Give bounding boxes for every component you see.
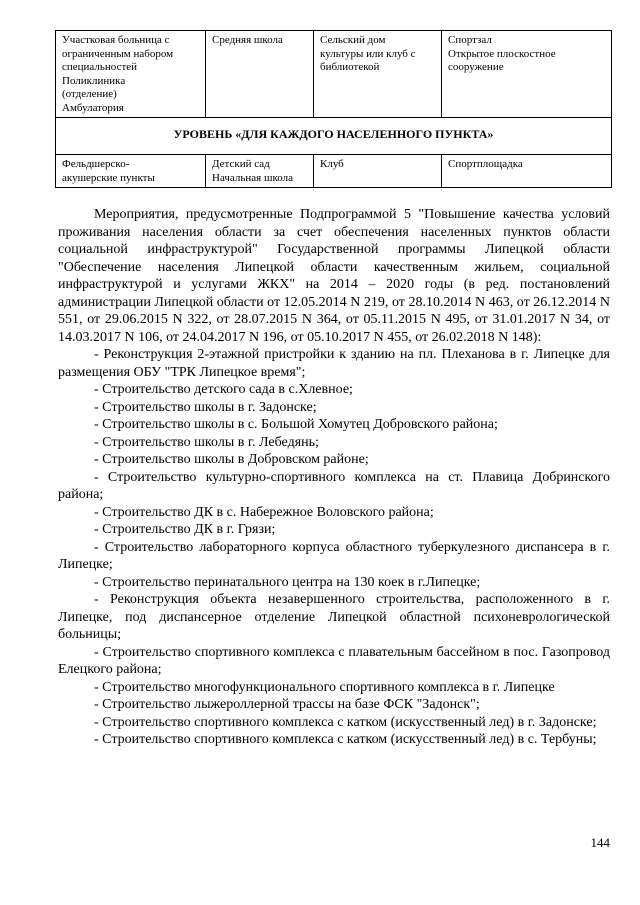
table-cell xyxy=(206,155,314,188)
cell-line: Начальная школа xyxy=(212,171,293,184)
list-item: - Строительство перинатального центра на 130 коек в г.Липецке; xyxy=(94,574,481,590)
measures-list xyxy=(58,346,610,749)
cell-line: (отделение) xyxy=(62,88,117,100)
cell-line: Поликлиника xyxy=(62,74,126,87)
list-item: - Строительство детского сада в с.Хлевное; xyxy=(94,382,353,397)
document-body xyxy=(58,206,610,749)
cell-line: Сельский дом xyxy=(320,34,386,46)
list-item: - Строительство ДК в с. Набережное Воловского района; xyxy=(94,504,434,520)
cell-line: Фельдшерско- xyxy=(62,158,130,170)
list-item: - Строительство спортивного комплекса с катком (искусственный лед) в г. Задонске; xyxy=(94,714,597,730)
list-item: - Реконструкция 2-этажной пристройки к зданию на пл. Плеханова в г. Липецке для размещения ОБУ "ТРК Липецкое время"; xyxy=(58,347,610,380)
cell-line: Клуб xyxy=(320,158,344,170)
table-cell xyxy=(56,155,206,188)
cell-line: культуры или клуб с xyxy=(320,47,416,60)
list-item: - Реконструкция объекта незавершенного строительства, расположенного в г. Липецке, под диспансерное отделение Липецкой областной психоневрологической больницы; xyxy=(58,592,610,642)
list-item: - Строительство школы в г. Задонске; xyxy=(94,399,317,415)
list-item: - Строительство культурно-спортивного комплекса на ст. Плавица Добринского района; xyxy=(58,469,610,502)
cell-line: Амбулатория xyxy=(62,101,124,114)
list-item: - Строительство спортивного комплекса с плавательным бассейном в пос. Газопровод Елецкого района; xyxy=(58,644,610,677)
cell-line: библиотекой xyxy=(320,61,380,73)
cell-line: Участковая больница с xyxy=(62,34,170,46)
cell-line: сооружение xyxy=(448,61,504,73)
table-cell xyxy=(56,31,206,118)
cell-line: Детский сад xyxy=(212,158,270,170)
cell-line: специальностей xyxy=(62,61,138,73)
cell-line: акушерские пункты xyxy=(62,171,155,184)
cell-line: ограниченным набором xyxy=(62,47,174,60)
cell-line: Средняя школа xyxy=(212,34,283,46)
table-cell xyxy=(442,31,612,118)
facilities-table xyxy=(55,30,612,188)
list-item: - Строительство лабораторного корпуса областного туберкулезного диспансера в г. Липецке; xyxy=(58,539,610,572)
intro-paragraph: Мероприятия, предусмотренные Подпрограммой 5 "Повышение качества условий проживания населения области за счет обеспечения населенных пунктов области социальной инфраструктурой" Государственной программы Липецкой области "Обеспечение населения Липецкой области качественным жильем, социальной инфраструктурой и услугами ЖКХ" на 2014 – 2020 годы (в ред. постановлений администрации Липецкой области от 12.05.2014 N 219, от 28.10.2014 N 463, от 26.12.2014 N 551, от 29.06.2015 N 322, от 28.07.2015 N 364, от 05.11.2015 N 495, от 31.01.2017 N 34, от 14.03.2017 N 106, от 24.04.2017 N 196, от 05.10.2017 N 455, от 26.02.2018 N 148): xyxy=(58,207,610,345)
table-row xyxy=(56,155,612,188)
level-heading: УРОВЕНЬ «ДЛЯ КАЖДОГО НАСЕЛЕННОГО ПУНКТА» xyxy=(56,118,612,155)
page-number: 144 xyxy=(590,835,610,850)
cell-line: Спортзал xyxy=(448,34,492,46)
table-row xyxy=(56,118,612,155)
list-item: - Строительство многофункционального спортивного комплекса в г. Липецке xyxy=(94,679,555,695)
table-cell xyxy=(314,155,442,188)
table-row xyxy=(56,31,612,118)
list-item: - Строительство спортивного комплекса с катком (искусственный лед) в с. Тербуны; xyxy=(94,732,597,747)
list-item: - Строительство школы в с. Большой Хомутец Добровского района; xyxy=(94,417,498,432)
list-item: - Строительство школы в Добровском районе; xyxy=(94,452,369,467)
list-item: - Строительство лыжероллерной трассы на базе ФСК "Задонск"; xyxy=(94,697,480,712)
table-cell xyxy=(206,31,314,118)
list-item: - Строительство школы в г. Лебедянь; xyxy=(94,434,319,450)
cell-line: Спортплощадка xyxy=(448,158,523,170)
list-item: - Строительство ДК в г. Грязи; xyxy=(94,522,276,537)
table-cell xyxy=(442,155,612,188)
table-cell xyxy=(314,31,442,118)
cell-line: Открытое плоскостное xyxy=(448,47,556,60)
